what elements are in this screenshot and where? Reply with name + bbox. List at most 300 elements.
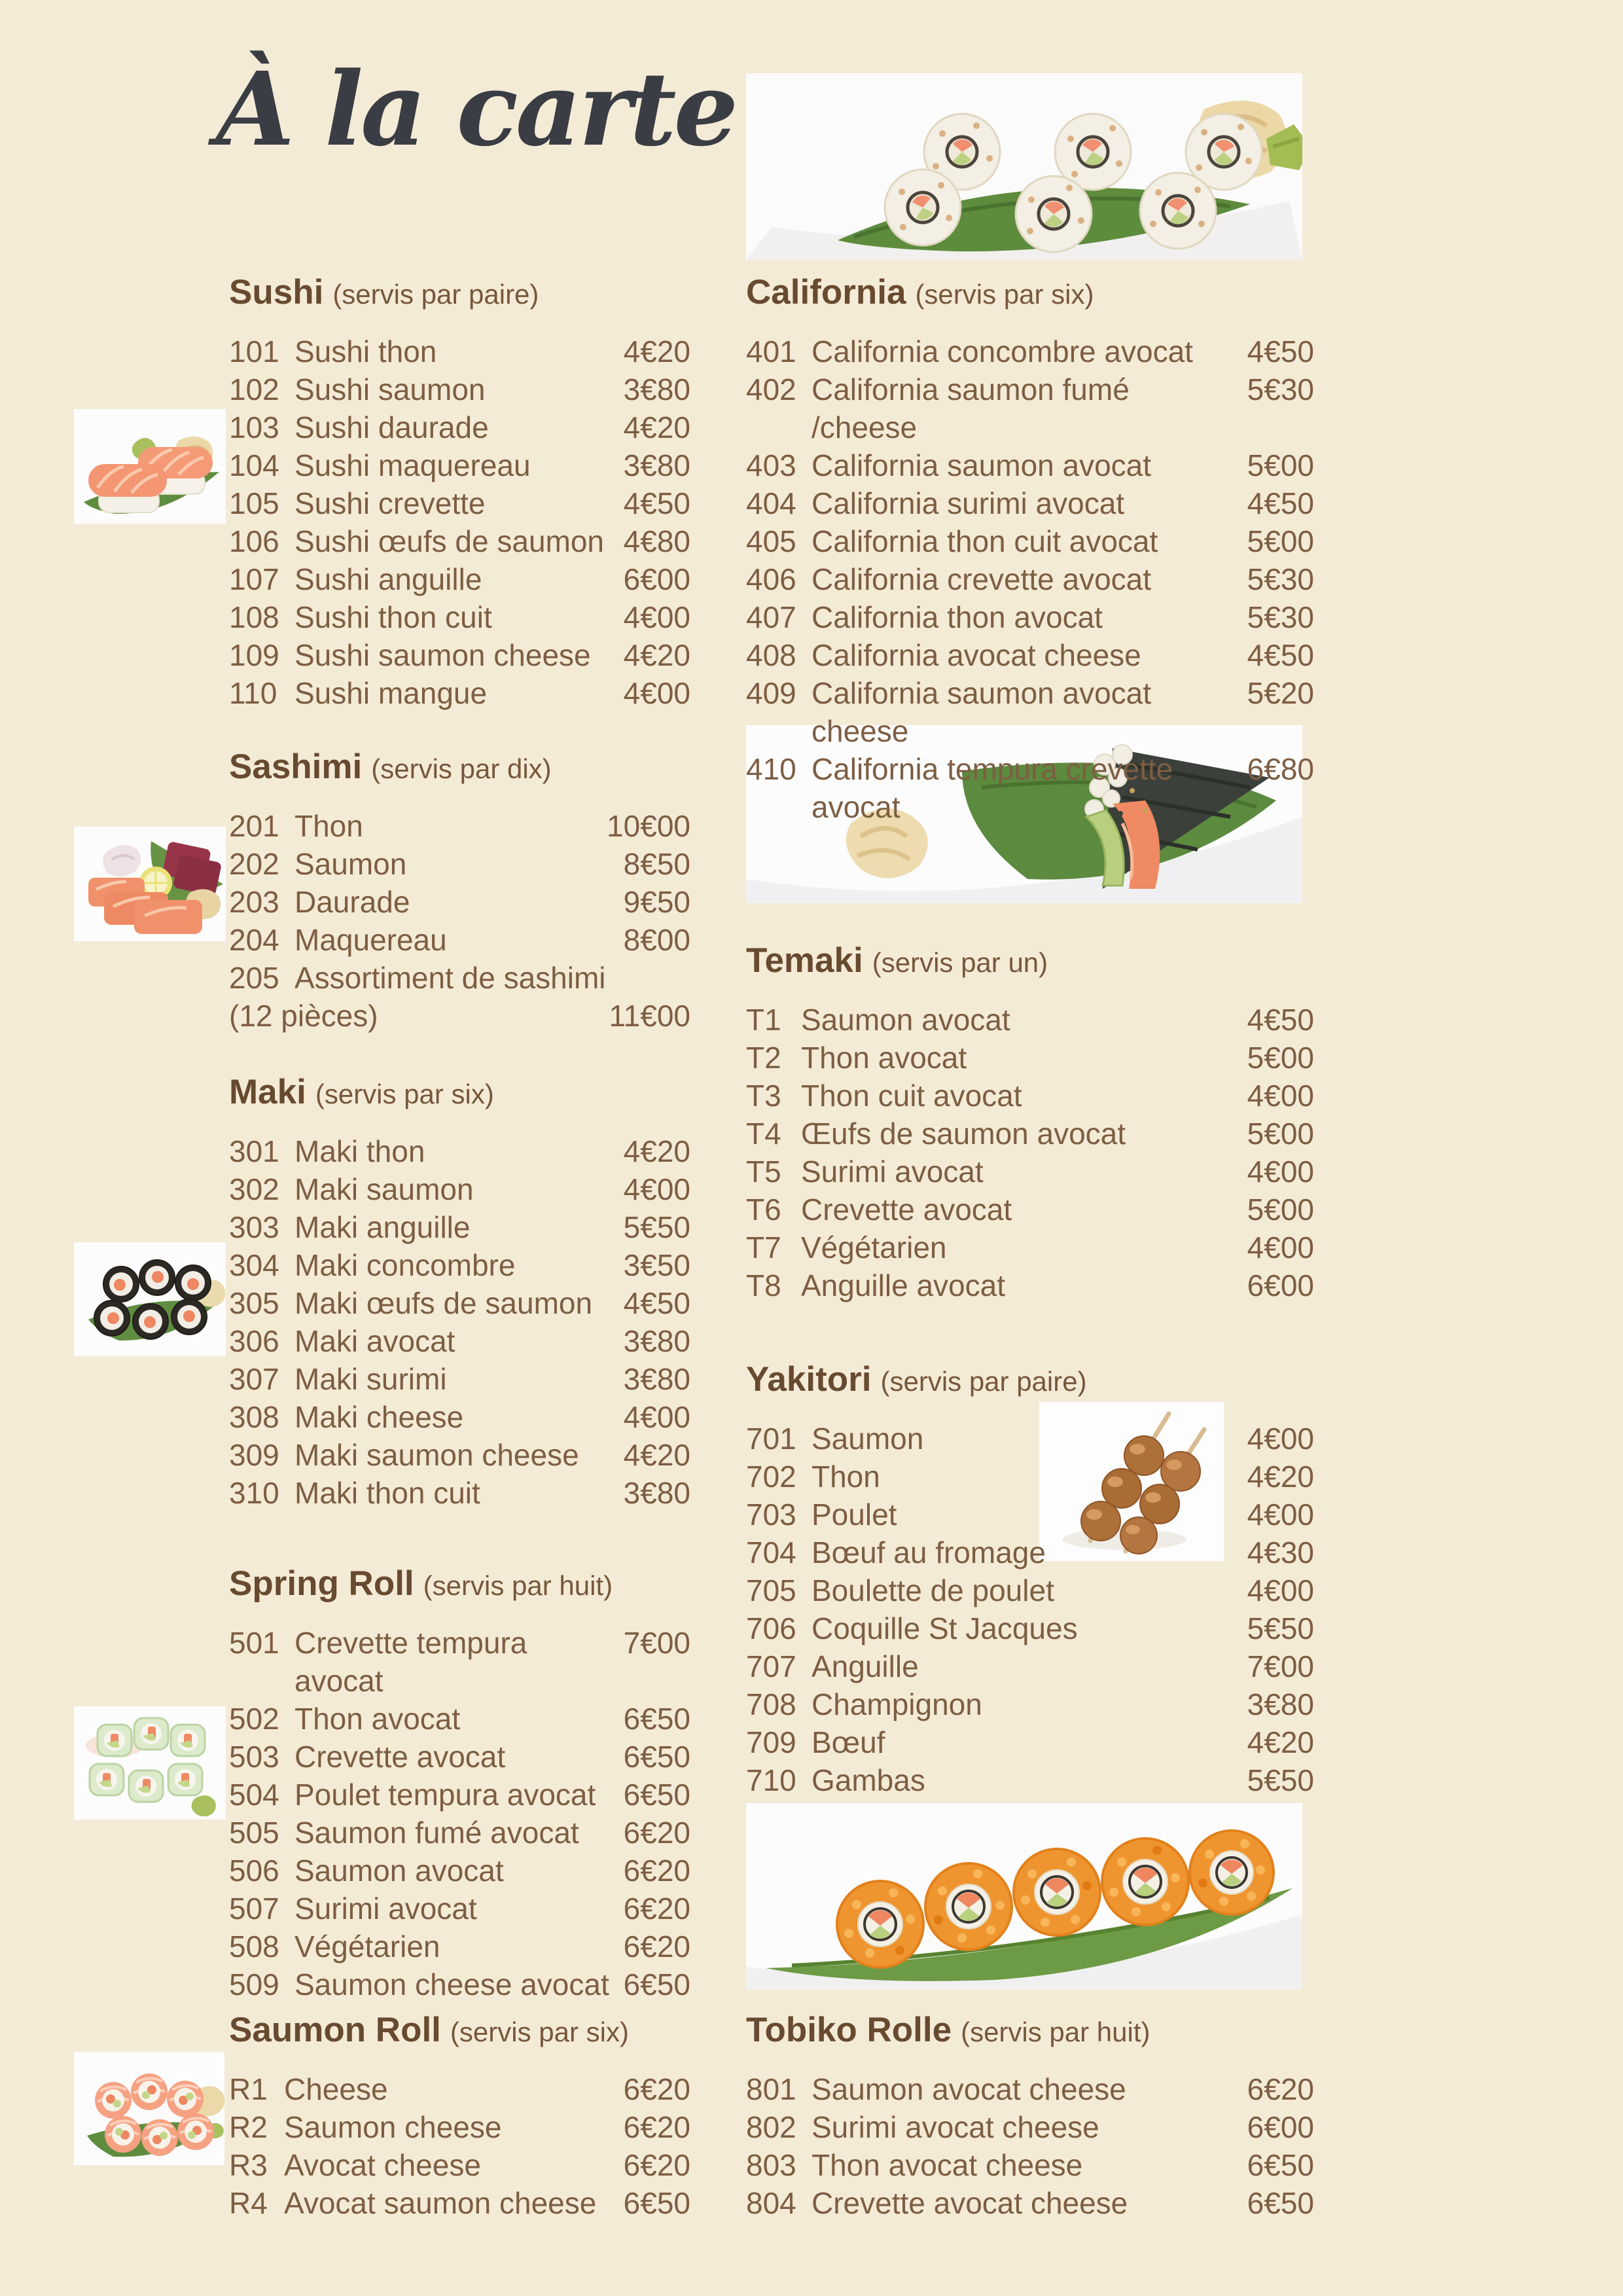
section-title: Maki <box>229 1073 306 1111</box>
item-price: 6€00 <box>1247 1268 1314 1302</box>
section-california <box>746 272 1314 826</box>
item-number: 105 <box>229 486 279 520</box>
item-price: 5€50 <box>1247 1611 1314 1645</box>
item-price: 3€80 <box>623 1476 690 1510</box>
item-number: 403 <box>746 448 796 482</box>
item-number: T1 <box>746 1003 781 1037</box>
menu-item-row <box>746 1458 1314 1496</box>
item-number: 204 <box>229 923 279 957</box>
menu-item-row <box>229 1170 690 1208</box>
menu-item-row <box>229 2146 690 2184</box>
item-name: California concombre avocat <box>812 334 1193 368</box>
item-name: Saumon avocat <box>801 1003 1010 1037</box>
item-price: 4€00 <box>1247 1155 1314 1189</box>
item-price: 3€80 <box>623 1362 690 1396</box>
item-name: Assortiment de sashimi <box>294 961 606 995</box>
item-name: Maki saumon cheese <box>294 1438 579 1472</box>
section-serving-note: (servis par dix) <box>371 753 552 784</box>
item-price: 4€20 <box>623 1438 690 1472</box>
item-name: Bœuf <box>812 1725 885 1759</box>
section-header <box>229 746 690 797</box>
item-price: 7€00 <box>1247 1649 1314 1683</box>
item-number: 410 <box>746 752 796 786</box>
section-header <box>746 272 1314 322</box>
item-number: 504 <box>229 1778 279 1812</box>
section-spring-roll <box>229 1563 690 2003</box>
item-name: Avocat cheese <box>284 2148 481 2182</box>
menu-item-row <box>746 1077 1314 1115</box>
section-serving-note: (servis par huit) <box>423 1570 613 1601</box>
menu-item-row <box>229 1814 690 1852</box>
section-maki <box>229 1071 690 1512</box>
item-number: R1 <box>229 2072 268 2106</box>
item-number: 506 <box>229 1854 279 1888</box>
item-name: Maki surimi <box>294 1362 447 1396</box>
item-name: Végétarien <box>294 1929 440 1964</box>
item-price: 4€80 <box>623 524 690 558</box>
menu-item-row <box>229 1474 690 1512</box>
item-price: 8€00 <box>623 923 690 957</box>
item-name: Sushi saumon cheese <box>294 638 591 672</box>
item-price: 3€80 <box>623 372 690 406</box>
item-price: 6€20 <box>623 2110 690 2144</box>
menu-item-row <box>229 1852 690 1890</box>
item-number: 505 <box>229 1816 279 1850</box>
menu-item-row <box>746 484 1314 522</box>
item-name: Champignon <box>812 1687 982 1721</box>
item-price: 6€20 <box>623 1929 690 1964</box>
item-price: 5€00 <box>1247 448 1314 482</box>
item-name: Thon avocat <box>801 1041 967 1075</box>
item-price: 4€50 <box>1247 486 1314 520</box>
item-number: 710 <box>746 1763 796 1797</box>
item-number: 108 <box>229 600 279 634</box>
menu-item-row <box>229 883 690 921</box>
item-number: 406 <box>746 562 796 596</box>
item-price: 5€30 <box>1247 562 1314 596</box>
menu-item-row <box>746 332 1314 370</box>
item-number: 101 <box>229 334 279 368</box>
item-name: Sushi maquereau <box>294 448 531 482</box>
item-name: Daurade <box>294 885 410 919</box>
item-name: Maki thon cuit <box>294 1476 480 1510</box>
item-number: 102 <box>229 372 279 406</box>
item-name: California thon cuit avocat <box>812 524 1158 558</box>
section-header <box>746 1359 1314 1409</box>
item-name: Coquille St Jacques <box>812 1611 1078 1645</box>
item-name: Sushi mangue <box>294 676 488 710</box>
menu-item-row <box>229 408 690 446</box>
item-number: 110 <box>229 676 277 710</box>
item-price: 10€00 <box>607 809 690 843</box>
item-price: 6€50 <box>623 1967 690 2001</box>
section-serving-note: (servis par huit) <box>961 2017 1150 2047</box>
menu-item-row <box>746 2108 1314 2146</box>
menu-item-row <box>229 370 690 408</box>
item-name: Surimi avocat <box>294 1892 477 1926</box>
menu-item-row <box>229 845 690 883</box>
item-name: Poulet tempura avocat <box>294 1778 596 1812</box>
menu-item-row <box>229 1284 690 1322</box>
item-number: 303 <box>229 1210 279 1244</box>
item-price: 4€50 <box>1247 1003 1314 1037</box>
item-price: 4€00 <box>623 676 690 710</box>
item-number: 502 <box>229 1702 279 1736</box>
item-number: 107 <box>229 562 279 596</box>
salmon-nigiri-photo <box>74 409 226 524</box>
item-name: California thon avocat <box>812 600 1103 634</box>
item-price: 6€20 <box>623 2148 690 2182</box>
item-number: 501 <box>229 1626 279 1660</box>
item-name: Œufs de saumon avocat <box>801 1117 1126 1151</box>
item-number: 106 <box>229 524 279 558</box>
menu-item-row <box>229 1965 690 2003</box>
section-header <box>746 2009 1314 2060</box>
item-price: 8€50 <box>623 847 690 881</box>
item-name: Poulet <box>812 1498 897 1532</box>
item-name: Thon <box>812 1460 880 1494</box>
item-number: R3 <box>229 2148 268 2182</box>
section-sushi <box>229 272 690 712</box>
item-number: 202 <box>229 847 279 881</box>
item-price: 3€80 <box>623 1324 690 1358</box>
section-title: Yakitori <box>746 1360 872 1399</box>
item-name: California crevette avocat <box>812 562 1152 596</box>
section-title: Spring Roll <box>229 1564 414 1603</box>
item-price: 6€20 <box>1247 2072 1314 2106</box>
item-price: 5€00 <box>1247 1041 1314 1075</box>
item-number: 205 <box>229 961 279 995</box>
item-number: 409 <box>746 676 796 710</box>
item-price: 6€20 <box>623 1816 690 1850</box>
item-price: 6€20 <box>623 1854 690 1888</box>
item-price: 5€00 <box>1247 524 1314 558</box>
section-title: Sushi <box>229 273 324 312</box>
item-number: 308 <box>229 1400 279 1434</box>
item-price: 6€50 <box>1247 2148 1314 2182</box>
menu-item-row <box>229 598 690 636</box>
item-name: Maki thon <box>294 1134 425 1168</box>
menu-item-row <box>746 1266 1314 1304</box>
maki-photo <box>74 1242 226 1356</box>
item-number: 706 <box>746 1611 796 1645</box>
item-number: 707 <box>746 1649 796 1683</box>
item-name: Avocat saumon cheese <box>284 2186 597 2220</box>
menu-item-row <box>746 674 1314 750</box>
item-name: Saumon <box>294 847 407 881</box>
item-price: 6€80 <box>1247 752 1314 786</box>
item-name: Thon cuit avocat <box>801 1079 1022 1113</box>
item-number: 402 <box>746 372 796 406</box>
item-number: 507 <box>229 1892 279 1926</box>
menu-item-row <box>746 1571 1314 1609</box>
item-number: 103 <box>229 410 279 444</box>
item-price: 9€50 <box>623 885 690 919</box>
item-name: Saumon cheese avocat <box>294 1967 609 2001</box>
item-price: 5€50 <box>623 1210 690 1244</box>
item-number: 109 <box>229 638 279 672</box>
item-price: 4€20 <box>623 410 690 444</box>
item-price: 6€50 <box>623 1740 690 1774</box>
spring-roll-photo <box>74 1706 226 1820</box>
section-header <box>746 940 1314 990</box>
menu-item-row <box>746 1229 1314 1266</box>
section-serving-note: (servis par six) <box>915 279 1094 310</box>
item-price: 4€20 <box>1247 1725 1314 1759</box>
section-serving-note: (servis par six) <box>315 1079 494 1109</box>
item-number: 401 <box>746 334 796 368</box>
california-rolls-photo <box>746 73 1302 260</box>
item-number: 802 <box>746 2110 796 2144</box>
menu-item-row <box>229 484 690 522</box>
item-name: Cheese <box>284 2072 388 2106</box>
item-name: Saumon fumé avocat <box>294 1816 579 1850</box>
menu-item-row <box>746 598 1314 636</box>
menu-item-row <box>229 1398 690 1436</box>
item-price: 5€20 <box>1247 676 1314 710</box>
menu-item-row <box>229 997 690 1035</box>
item-price: 4€50 <box>623 1286 690 1320</box>
item-name: Saumon avocat <box>294 1854 504 1888</box>
menu-item-row <box>746 1115 1314 1153</box>
section-title: Tobiko Rolle <box>746 2011 952 2049</box>
menu-item-row <box>229 1890 690 1928</box>
item-name: Anguille <box>812 1649 919 1683</box>
item-number: 701 <box>746 1422 796 1456</box>
menu-item-row <box>746 370 1314 446</box>
item-number: T7 <box>746 1230 781 1265</box>
item-name: Thon avocat <box>294 1702 461 1736</box>
item-name: Sushi thon cuit <box>294 600 492 634</box>
item-number: 203 <box>229 885 279 919</box>
item-name: Crevette avocat <box>294 1740 506 1774</box>
item-price: 4€00 <box>1247 1498 1314 1532</box>
section-sashimi <box>229 746 690 1035</box>
item-number: T2 <box>746 1041 781 1075</box>
item-price: 4€00 <box>623 1400 690 1434</box>
item-name: California saumon avocat <box>812 448 1152 482</box>
item-name: Surimi avocat cheese <box>812 2110 1099 2144</box>
menu-item-row <box>229 921 690 959</box>
item-name: Sushi saumon <box>294 372 486 406</box>
item-price: 4€50 <box>1247 334 1314 368</box>
section-header <box>229 2009 690 2060</box>
item-price: 5€50 <box>1247 1763 1314 1797</box>
item-number: T5 <box>746 1155 781 1189</box>
menu-item-row <box>746 1534 1314 1571</box>
section-temaki <box>746 940 1314 1304</box>
item-number: 302 <box>229 1172 279 1206</box>
item-number: 708 <box>746 1687 796 1721</box>
section-saumon-roll <box>229 2009 690 2222</box>
section-serving-note: (servis par six) <box>450 2017 629 2047</box>
item-price: 5€00 <box>1247 1117 1314 1151</box>
item-number: R4 <box>229 2186 268 2220</box>
saumon-roll-photo <box>74 2052 224 2165</box>
item-number: T6 <box>746 1193 781 1227</box>
item-name: Maki avocat <box>294 1324 455 1358</box>
item-price: 4€50 <box>1247 638 1314 672</box>
item-price: 4€50 <box>623 486 690 520</box>
sashimi-photo <box>74 827 226 941</box>
item-price: 6€50 <box>623 1702 690 1736</box>
item-price: 5€30 <box>1247 372 1314 406</box>
section-serving-note: (servis par un) <box>872 947 1048 978</box>
menu-item-row <box>746 1153 1314 1191</box>
menu-item-row <box>229 636 690 674</box>
item-name: Sushi thon <box>294 334 437 368</box>
section-tobiko-rolle <box>746 2009 1314 2222</box>
menu-item-row <box>229 522 690 560</box>
menu-item-row <box>229 332 690 370</box>
menu-item-row <box>746 636 1314 674</box>
item-name: Gambas <box>812 1763 925 1797</box>
menu-item-row <box>229 674 690 712</box>
menu-item-row <box>746 1001 1314 1039</box>
item-price: 6€00 <box>1247 2110 1314 2144</box>
item-number: 305 <box>229 1286 279 1320</box>
menu-item-row <box>229 1360 690 1398</box>
item-number: (12 pièces) <box>229 999 378 1033</box>
menu-item-row <box>229 1208 690 1246</box>
menu-item-row <box>746 1647 1314 1685</box>
menu-item-row <box>229 1132 690 1170</box>
section-serving-note: (servis par paire) <box>880 1366 1087 1397</box>
item-number: 309 <box>229 1438 279 1472</box>
item-name: Saumon avocat cheese <box>812 2072 1126 2106</box>
item-name: Thon <box>294 809 363 843</box>
menu-item-row <box>746 2184 1314 2222</box>
item-number: 407 <box>746 600 796 634</box>
menu-item-row <box>229 1436 690 1474</box>
item-price: 7€00 <box>623 1626 690 1660</box>
item-name: Crevette tempura avocat <box>294 1626 527 1698</box>
item-number: 709 <box>746 1725 796 1759</box>
menu-item-row <box>746 2070 1314 2108</box>
item-name: Boulette de poulet <box>812 1573 1054 1607</box>
item-number: T4 <box>746 1117 781 1151</box>
item-name: California saumon avocat cheese <box>812 676 1152 748</box>
menu-item-row <box>229 1246 690 1284</box>
menu-item-row <box>746 1609 1314 1647</box>
item-name: Crevette avocat <box>801 1193 1012 1227</box>
item-price: 4€20 <box>623 638 690 672</box>
item-price: 4€00 <box>623 600 690 634</box>
menu-item-row <box>229 1700 690 1738</box>
section-title: Temaki <box>746 941 863 980</box>
item-price: 3€80 <box>623 448 690 482</box>
item-name: Maki concombre <box>294 1248 516 1282</box>
menu-item-row <box>746 1761 1314 1799</box>
menu-item-row <box>229 1624 690 1700</box>
item-number: 306 <box>229 1324 279 1358</box>
section-serving-note: (servis par paire) <box>332 279 539 310</box>
menu-item-row <box>229 959 690 997</box>
item-name: Maki saumon <box>294 1172 474 1206</box>
menu-item-row <box>229 2184 690 2222</box>
menu-item-row <box>746 750 1314 826</box>
menu-item-row <box>746 446 1314 484</box>
menu-item-row <box>746 1723 1314 1761</box>
item-name: Végétarien <box>801 1230 947 1265</box>
menu-item-row <box>746 1496 1314 1534</box>
menu-item-row <box>229 807 690 845</box>
item-number: 503 <box>229 1740 279 1774</box>
item-number: 104 <box>229 448 279 482</box>
item-name: Sushi daurade <box>294 410 489 444</box>
section-title: Saumon Roll <box>229 2011 441 2049</box>
item-name: Sushi anguille <box>294 562 482 596</box>
item-price: 3€80 <box>1247 1687 1314 1721</box>
item-number: 408 <box>746 638 796 672</box>
menu-item-row <box>746 1420 1314 1458</box>
page-title: À la carte <box>216 49 736 169</box>
section-header <box>229 272 690 322</box>
item-price: 4€00 <box>623 1172 690 1206</box>
item-name: Saumon cheese <box>284 2110 502 2144</box>
item-name: California tempura crevette avocat <box>812 752 1173 824</box>
menu-item-row <box>229 1322 690 1360</box>
item-number: 804 <box>746 2186 796 2220</box>
item-price: 4€00 <box>1247 1422 1314 1456</box>
menu-item-row <box>229 1928 690 1965</box>
item-price: 5€00 <box>1247 1193 1314 1227</box>
item-name: Surimi avocat <box>801 1155 984 1189</box>
item-price: 4€20 <box>623 1134 690 1168</box>
item-number: R2 <box>229 2110 268 2144</box>
item-number: 304 <box>229 1248 279 1282</box>
menu-item-row <box>229 2108 690 2146</box>
item-price: 6€20 <box>623 1892 690 1926</box>
menu-item-row <box>229 1776 690 1814</box>
item-name: Maki œufs de saumon <box>294 1286 593 1320</box>
tobiko-rolls-photo <box>746 1803 1302 1990</box>
item-name: Thon avocat cheese <box>812 2148 1083 2182</box>
item-number: T8 <box>746 1268 781 1302</box>
item-price: 4€00 <box>1247 1079 1314 1113</box>
section-title: Sashimi <box>229 747 363 786</box>
section-yakitori <box>746 1359 1314 1799</box>
item-price: 4€00 <box>1247 1230 1314 1265</box>
item-number: 310 <box>229 1476 279 1510</box>
item-name: Saumon <box>812 1422 924 1456</box>
menu-item-row <box>746 560 1314 598</box>
section-header <box>229 1071 690 1122</box>
section-header <box>229 1563 690 1613</box>
section-title: California <box>746 273 906 312</box>
item-price: 6€00 <box>623 562 690 596</box>
item-name: Maki anguille <box>294 1210 471 1244</box>
item-name: Bœuf au fromage <box>812 1535 1046 1570</box>
item-name: California saumon fumé /cheese <box>812 372 1130 444</box>
menu-item-row <box>746 2146 1314 2184</box>
item-number: 702 <box>746 1460 796 1494</box>
item-number: 301 <box>229 1134 279 1168</box>
item-price: 6€50 <box>623 1778 690 1812</box>
item-name: Sushi crevette <box>294 486 486 520</box>
item-number: 705 <box>746 1573 796 1607</box>
item-price: 6€20 <box>623 2072 690 2106</box>
item-number: 509 <box>229 1967 279 2001</box>
item-price: 4€30 <box>1247 1535 1314 1570</box>
item-number: 508 <box>229 1929 279 1964</box>
item-number: 801 <box>746 2072 796 2106</box>
item-number: 307 <box>229 1362 279 1396</box>
item-name: California avocat cheese <box>812 638 1141 672</box>
item-number: 704 <box>746 1535 796 1570</box>
item-price: 4€00 <box>1247 1573 1314 1607</box>
item-price: 6€50 <box>623 2186 690 2220</box>
